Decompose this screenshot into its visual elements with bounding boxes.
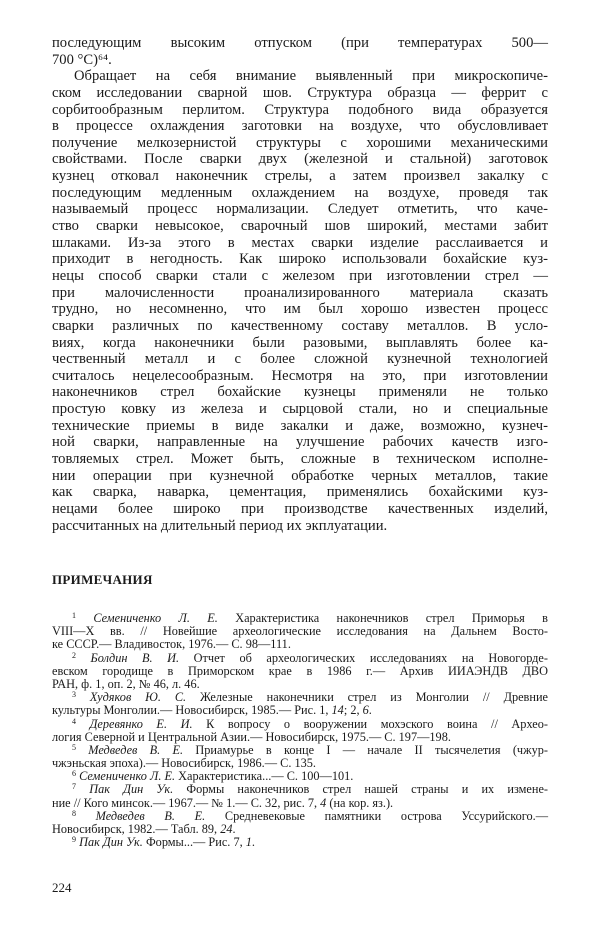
- text-line: при малочисленности проанализированного материала сказать: [52, 284, 548, 301]
- main-text: [52, 35, 548, 534]
- note-line: [52, 836, 548, 849]
- italic-text: 1: [245, 835, 252, 850]
- note-text: [76, 809, 96, 823]
- note-text: Железные наконечники стрел из Монголии // Древние: [186, 690, 548, 705]
- note-text: VIII—X вв. // Новейшие археологические исследования на Дальнем Восто-: [52, 624, 548, 639]
- text-line: как сварка, наварка, цементация, применялись бохайскими куз-: [52, 484, 548, 501]
- note-item: [52, 652, 548, 692]
- note-text: культуры Монголии.— Новосибирск, 1985.— Рис. 1,: [52, 703, 332, 718]
- italic-text: Деревянко Е. И.: [89, 716, 193, 731]
- note-item: [52, 612, 548, 652]
- note-text: [76, 782, 89, 796]
- note-number: 5: [72, 742, 76, 752]
- note-number: 8: [72, 808, 76, 818]
- note-text: чжэньская эпоха).— Новосибирск, 1986.— С. 135.: [52, 756, 316, 771]
- text-line: виях, когда наконечники были разовыми, выплавлять более ка-: [52, 334, 548, 351]
- note-text: Отчет об археологических исследованиях на Новогорде-: [179, 650, 548, 665]
- note-text: Новосибирск, 1982.— Табл. 89,: [52, 822, 221, 836]
- italic-text: Семениченко Л. Е.: [93, 611, 218, 625]
- note-text: Характеристика...— С. 100—101.: [175, 769, 354, 784]
- text-line: товляемых стрел. Может быть, сложные в техническом исполне-: [52, 451, 548, 468]
- note-item: [52, 718, 548, 744]
- note-number: 1: [72, 611, 76, 620]
- paragraph: [52, 68, 548, 534]
- italic-text: Семениченко Л. Е.: [79, 769, 176, 784]
- text-line: считалось нецелесообразным. Несмотря на это, при изготовлении: [52, 367, 548, 384]
- text-line: рассчитанных на длительный период их экплуатации.: [52, 517, 388, 534]
- text-line: ной сварки, направленные на улучшение рабочих качеств изго-: [52, 434, 548, 451]
- paragraph: [52, 35, 548, 68]
- note-number: 7: [72, 782, 76, 792]
- text-line: последующим высоким отпуском (при температурах 500—: [52, 35, 548, 51]
- text-line: технические приемы в виде закалки и даже, возможно, кузнеч-: [52, 417, 548, 434]
- italic-text: Пак Дин Ук.: [89, 782, 174, 797]
- text-line: шлаками. Из-за этого в местах сварки изделие расслаивается и: [52, 234, 548, 251]
- note-text: (на кор. яз.).: [326, 795, 394, 810]
- note-number: 2: [72, 650, 76, 660]
- text-line: получение мелкозернистой структуры с хорошими механическими: [52, 134, 548, 151]
- note-text: .: [251, 835, 255, 850]
- text-line: ском исследовании сварной шов. Структура образца — феррит с: [52, 84, 548, 101]
- text-line: наконечников стрел бохайские кузнецы применяли не только: [52, 384, 548, 401]
- text-line: Обращает на себя внимание выявленный при микроскопиче-: [74, 68, 548, 85]
- note-text: [76, 743, 88, 757]
- note-text: Характеристика наконечников стрел Приморья в: [217, 611, 548, 625]
- note-text: [76, 717, 90, 731]
- note-number: 3: [72, 690, 76, 700]
- page-number: 224: [52, 880, 72, 895]
- text-line: нии операции при кузнечной обработке черных металлов, такие: [52, 467, 548, 484]
- text-line: простую ковку из железа и сырцовой стали, но и специальные: [52, 401, 548, 418]
- text-line: последующим медленным охлаждением на воздухе, проведя так: [52, 184, 548, 201]
- note-item: [52, 691, 548, 717]
- text-line: кузнец отковал наконечник стрелы, а затем произвел закалку с: [52, 168, 548, 185]
- notes-heading: ПРИМЕЧАНИЯ: [52, 572, 153, 587]
- note-text: К вопросу о вооружении мохэского воина // Архео-: [192, 716, 548, 731]
- italic-text: 4: [320, 795, 327, 810]
- note-text: .: [232, 822, 236, 836]
- text-line: ство сварки невысокое, сварочный шов широкий, местами забит: [52, 218, 548, 235]
- note-text: евском городище в Приморском крае в 1986 г.— Архив ИИАЭНДВ ДВО: [52, 663, 548, 678]
- text-line: нецами более широко при производстве качественных изделий,: [52, 500, 548, 517]
- text-line: называемый процесс нормализации. Следует отметить, что каче-: [52, 201, 548, 218]
- notes-list: [52, 612, 548, 849]
- italic-text: Пак Дин Ук.: [79, 835, 143, 850]
- text-line: чественный металл и с более сложной кузнечной технологией: [52, 351, 548, 368]
- note-text: Формы...— Рис. 7,: [142, 835, 246, 850]
- note-text: Приамурье в конце I — начале II тысячелетия (чжур-: [183, 742, 548, 757]
- note-text: логия Северной и Центральной Азии.— Новосибирск, 1975.— С. 197—198.: [52, 729, 451, 744]
- italic-text: Худяков Ю. С.: [89, 690, 187, 705]
- note-item: [52, 744, 548, 770]
- note-text: [76, 651, 91, 665]
- note-text: РАН, ф. 1, оп. 2, № 46, л. 46.: [52, 676, 200, 691]
- text-line: в процессе охлаждения заготовки на воздухе, что обусловливает: [52, 118, 548, 135]
- text-line: 700 °C)⁶⁴.: [52, 51, 112, 68]
- note-item: [52, 836, 548, 849]
- note-item: [52, 783, 548, 809]
- note-text: [76, 690, 90, 704]
- text-line: приходит в негодность. Как широко использовали бохайские куз-: [52, 251, 548, 268]
- text-line: сварки различных по качественному составу металлов. В усло-: [52, 317, 548, 334]
- italic-text: 14: [331, 703, 344, 718]
- note-text: .: [368, 703, 372, 718]
- note-text: Средневековые памятники острова Уссурийского.—: [205, 808, 549, 823]
- text-line: трудно, но несомненно, что им был хорошо известен процесс: [52, 301, 548, 318]
- note-text: ; 2,: [343, 703, 363, 718]
- italic-text: Медведев В. Е.: [88, 742, 184, 757]
- italic-text: 24: [220, 822, 233, 836]
- note-text: Формы наконечников стрел нашей страны и их измене-: [173, 782, 549, 797]
- note-text: ке СССР.— Владивосток, 1976.— С. 98—111.: [52, 637, 291, 652]
- text-line: свойствами. После сварки двух (железной и стальной) заготовок: [52, 151, 548, 168]
- note-text: ние // Кого минсок.— 1967.— № 1.— С. 32, рис. 7,: [52, 795, 321, 810]
- italic-text: 6: [362, 703, 369, 718]
- note-number: 4: [72, 716, 76, 726]
- note-number: 6: [72, 769, 76, 779]
- text-line: нецы способ сварки стали с железом при изготовлении стрел —: [52, 267, 548, 284]
- italic-text: Медведев В. Е.: [95, 808, 206, 823]
- note-text: [76, 611, 93, 625]
- note-number: 9: [72, 835, 76, 845]
- text-line: сорбитообразным перлитом. Структура подобного вида образуется: [52, 101, 548, 118]
- italic-text: Болдин В. И.: [90, 650, 180, 665]
- note-item: [52, 810, 548, 836]
